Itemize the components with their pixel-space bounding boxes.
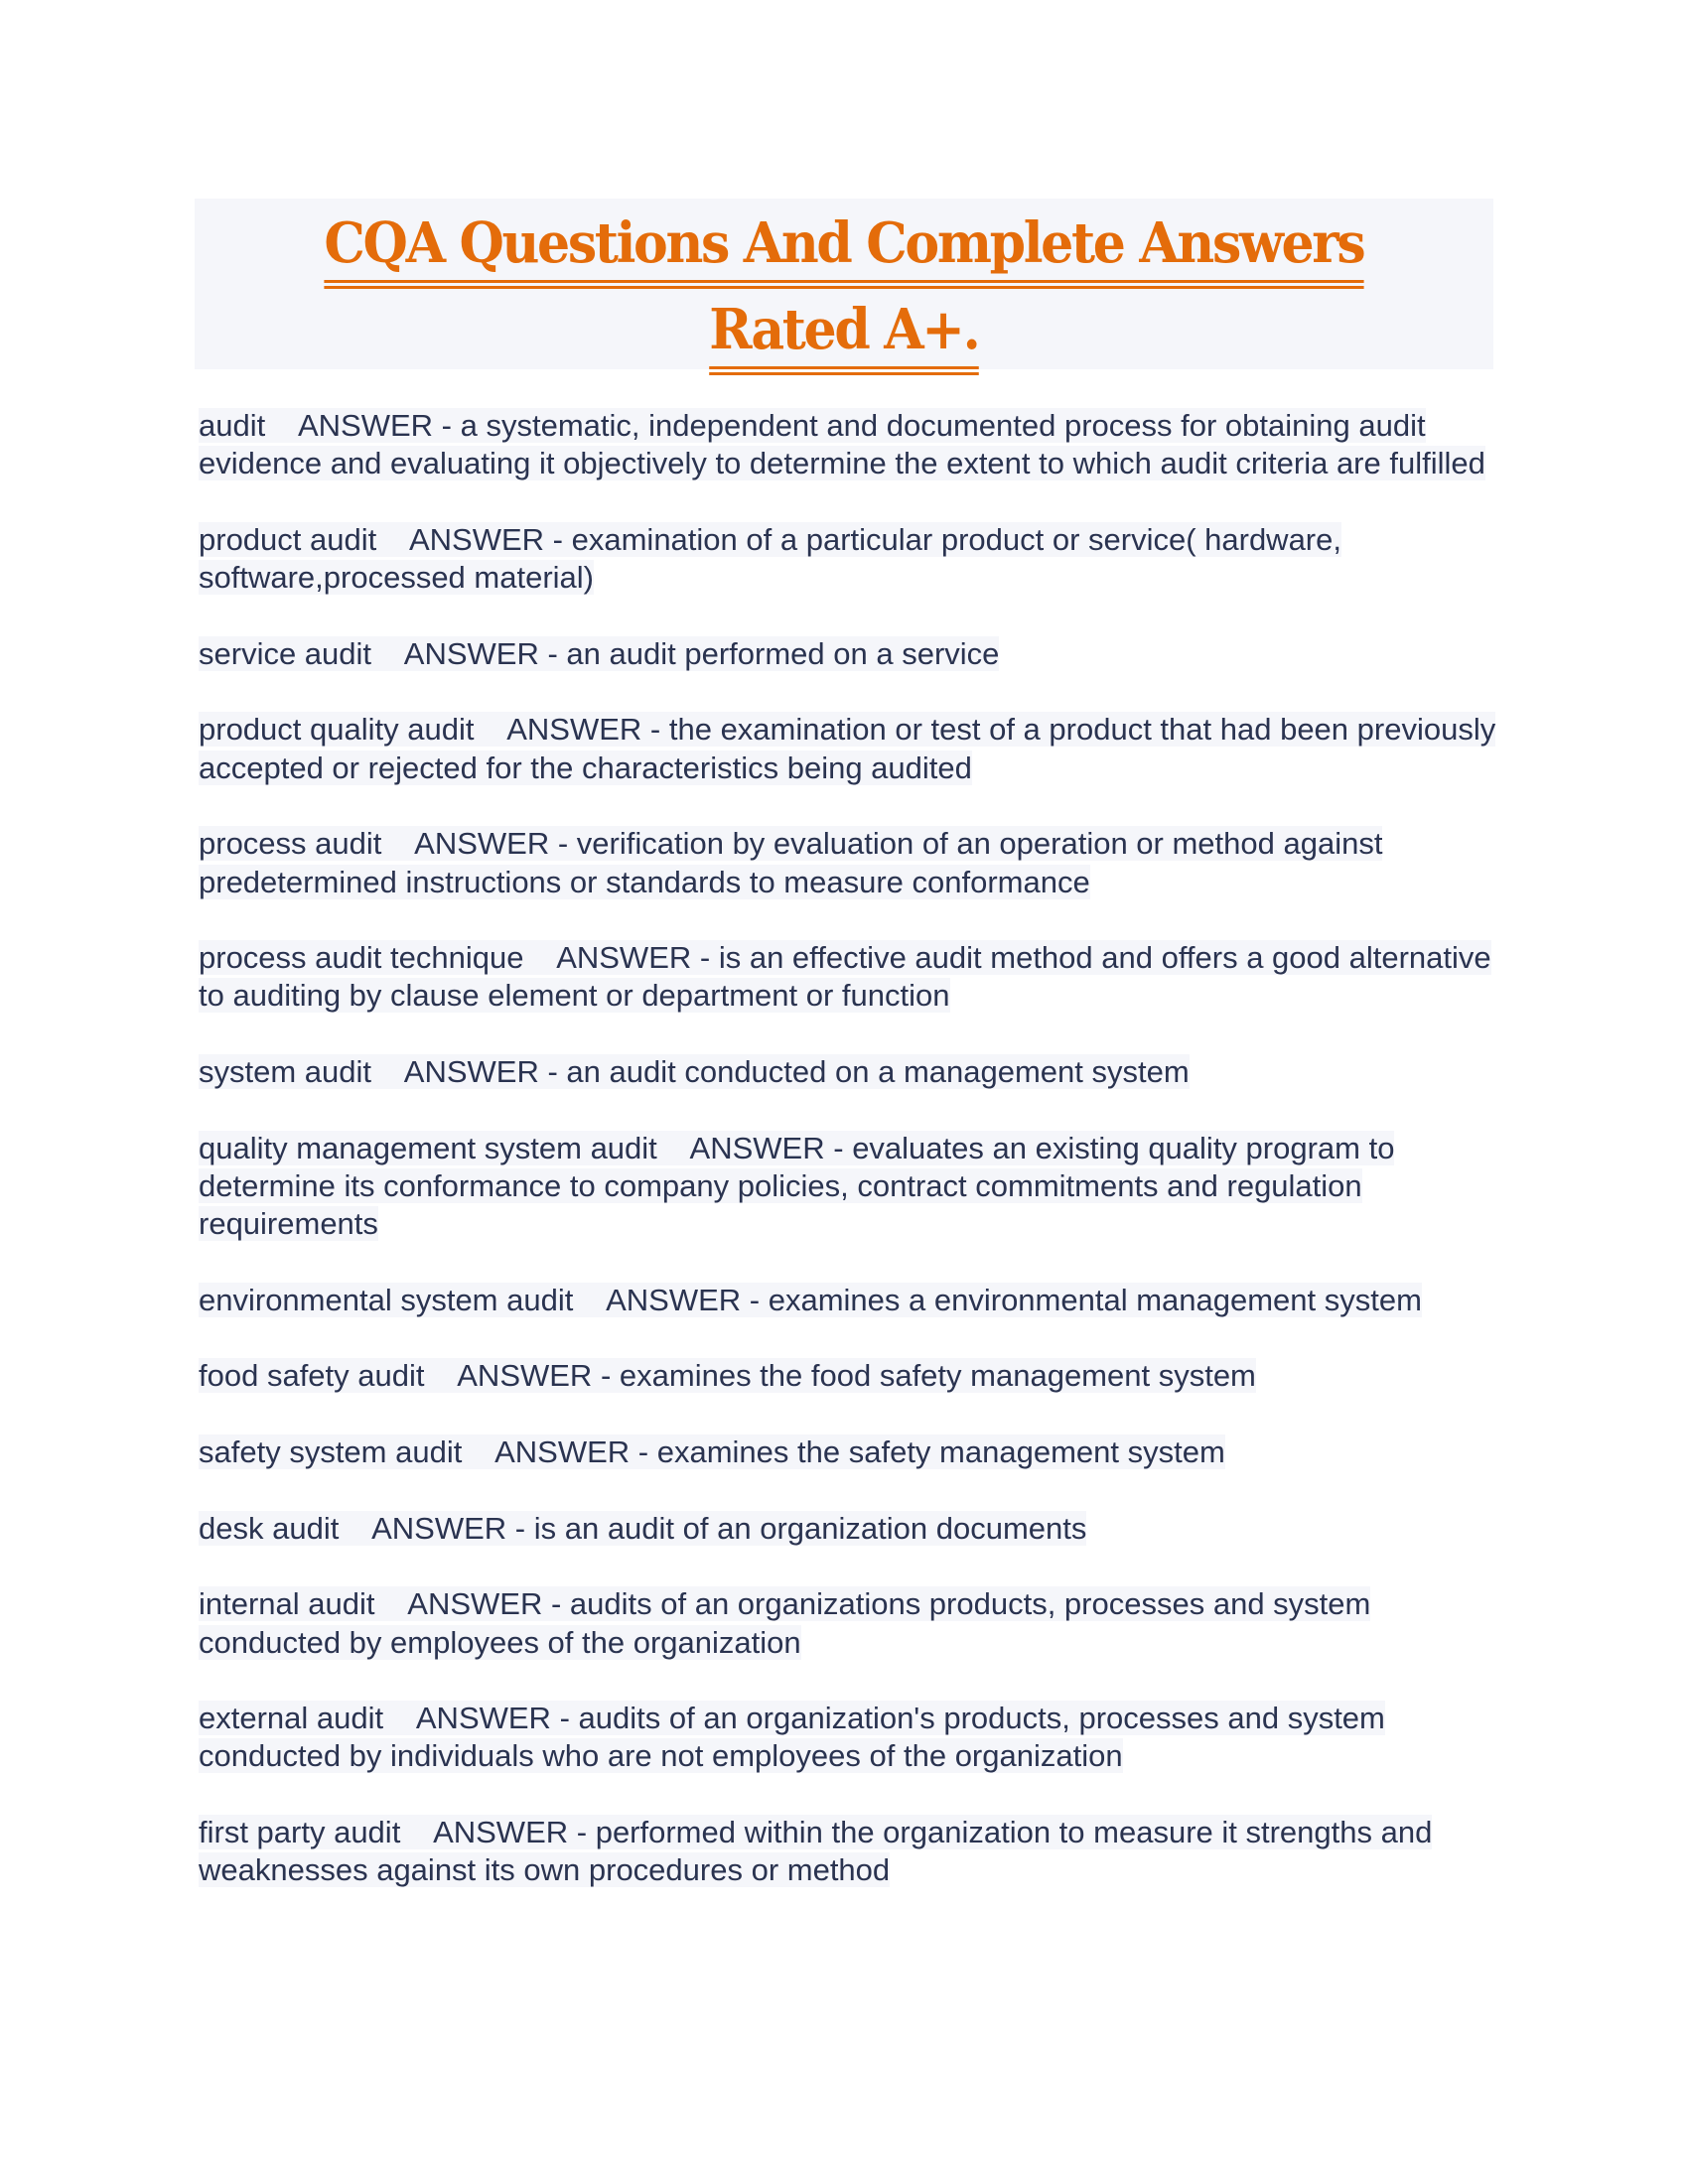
qa-entry: process audit technique ANSWER - is an effective audit method and offers a good alternative to auditing by clause element or department or function [199,940,1491,1014]
qa-entry: product audit ANSWER - examination of a particular product or service( hardware, software,processed material) [199,521,1341,596]
term: process audit technique [199,940,524,976]
qa-entry: external audit ANSWER - audits of an organization's products, processes and system conducted by individuals who are not employees of the organization [199,1701,1385,1774]
answer-label: ANSWER [494,1434,631,1470]
qa-entry: product quality audit ANSWER - the examination or test of a product that had been previously accepted or rejected for the characteristics being audited [199,712,1496,785]
definition: the examination or test of a product that had been previously accepted or rejected for the characteristics being audited [199,712,1496,785]
term: environmental system audit [199,1282,574,1317]
definition: an audit performed on a service [566,635,1000,671]
term: process audit [199,826,382,862]
qa-entry: environmental system audit ANSWER - examines a environmental management system [199,1282,1422,1317]
term: system audit [199,1054,372,1090]
term: first party audit [199,1814,401,1849]
definition: verification by evaluation of an operation or method against predetermined instructions or standards to measure conformance [199,826,1383,899]
answer-label: ANSWER [297,408,434,443]
answer-label: ANSWER [371,1510,507,1546]
qa-entry: system audit ANSWER - an audit conducted on a management system [199,1054,1190,1090]
term: internal audit [199,1586,375,1622]
term: external audit [199,1701,384,1736]
definition: examines the safety management system [656,1434,1225,1470]
title-banner [195,199,1493,369]
answer-label: ANSWER [408,521,545,557]
answer-label: ANSWER [414,826,550,862]
term: safety system audit [199,1434,463,1470]
term: food safety audit [199,1358,425,1394]
term: audit [199,408,266,443]
page-title-line-2: Rated A+. [709,295,978,369]
term: product audit [199,521,377,557]
qa-entry: internal audit ANSWER - audits of an organizations products, processes and system conducted by employees of the organization [199,1586,1371,1660]
answer-label: ANSWER [457,1358,593,1394]
definition: is an audit of an organization documents [533,1510,1087,1546]
page-title-line-1: CQA Questions And Complete Answers [325,208,1364,283]
answer-label: ANSWER [403,635,539,671]
definition: examines a environmental management system [768,1282,1422,1317]
answer-label: ANSWER [407,1586,543,1622]
qa-list [199,407,1509,1928]
answer-label: ANSWER [415,1701,551,1736]
definition: evaluates an existing quality program to determine its conformance to company policies, contract commitments and regulation requirements [199,1130,1395,1242]
qa-entry: process audit ANSWER - verification by evaluation of an operation or method against predetermined instructions or standards to measure conformance [199,826,1383,899]
definition: performed within the organization to measure it strengths and weaknesses against its own procedures or method [199,1814,1433,1888]
term: product quality audit [199,712,475,748]
definition: is an effective audit method and offers a good alternative to auditing by clause element or department or function [199,940,1491,1014]
term: quality management system audit [199,1130,657,1165]
definition: a systematic, independent and documented process for obtaining audit evidence and evaluating it objectively to determine the extent to which audit criteria are fulfilled [199,408,1485,481]
qa-entry: audit ANSWER - a systematic, independent and documented process for obtaining audit evidence and evaluating it objectively to determine the extent to which audit criteria are fulfilled [199,408,1485,481]
qa-entry: quality management system audit ANSWER - evaluates an existing quality program to determine its conformance to company policies, contract commitments and regulation requirements [199,1130,1395,1242]
answer-label: ANSWER [506,712,642,748]
qa-entry: desk audit ANSWER - is an audit of an organization documents [199,1510,1087,1546]
qa-entry: safety system audit ANSWER - examines the safety management system [199,1434,1225,1470]
definition: audits of an organization's products, processes and system conducted by individuals who are not employees of the organization [199,1701,1385,1774]
definition: an audit conducted on a management system [566,1054,1190,1090]
definition: examination of a particular product or service( hardware, software,processed material) [199,521,1341,596]
answer-label: ANSWER [606,1282,742,1317]
definition: examines the food safety management system [619,1358,1256,1394]
term: service audit [199,635,372,671]
definition: audits of an organizations products, processes and system conducted by employees of the organization [199,1586,1371,1660]
answer-label: ANSWER [403,1054,539,1090]
qa-entry: service audit ANSWER - an audit performed on a service [199,635,1000,671]
qa-entry: first party audit ANSWER - performed within the organization to measure it strengths and weaknesses against its own procedures or method [199,1814,1433,1888]
answer-label: ANSWER [556,940,692,976]
answer-label: ANSWER [433,1814,569,1849]
answer-label: ANSWER [689,1130,825,1165]
term: desk audit [199,1510,340,1546]
qa-entry: food safety audit ANSWER - examines the food safety management system [199,1358,1256,1394]
